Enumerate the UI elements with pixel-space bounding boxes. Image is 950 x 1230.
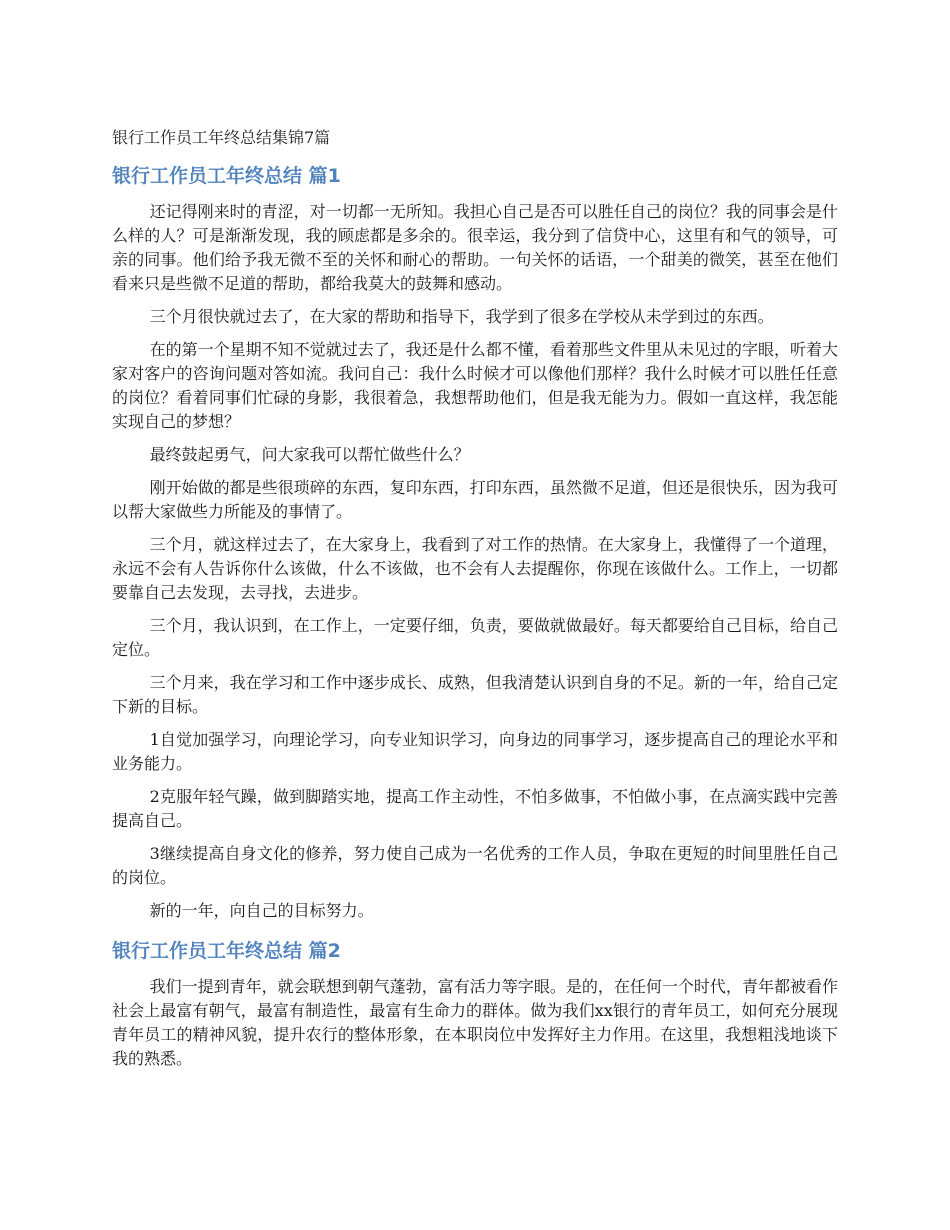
paragraph: 在的第一个星期不知不觉就过去了，我还是什么都不懂，看着那些文件里从未见过的字眼，听着大家对客户的咨询问题对答如流。我问自己：我什么时候才可以像他们那样？我什么时候才可以胜任任意的岗位？看着同事们忙碌的身影，我很着急，我想帮助他们，但是我无能为力。假如一直这样，我怎能实现自己的梦想？ [112, 340, 838, 431]
section-heading-2: 银行工作员工年终总结 篇2 [112, 940, 341, 962]
list-paragraph-3: 3继续提高自身文化的修养，努力使自己成为一名优秀的工作人员，争取在更短的时间里胜任自己的岗位。 [112, 844, 838, 887]
section-heading-1: 银行工作员工年终总结 篇1 [112, 165, 341, 187]
paragraph: 新的一年，向自己的目标努力。 [149, 901, 374, 920]
section-2 [112, 937, 838, 1071]
document-title: 银行工作员工年终总结集锦7篇 [112, 128, 331, 147]
section-1 [112, 162, 838, 923]
list-paragraph-1: 1自觉加强学习，向理论学习，向专业知识学习，向身边的同事学习，逐步提高自己的理论水平和业务能力。 [112, 730, 838, 773]
paragraph: 最终鼓起勇气，问大家我可以帮忙做些什么？ [149, 445, 470, 464]
paragraph: 三个月，就这样过去了，在大家身上，我看到了对工作的热情。在大家身上，我懂得了一个道理，永远不会有人告诉你什么该做，什么不该做，也不会有人去提醒你，你现在该做什么。工作上，一切都要靠自己去发现，去寻找，去进步。 [112, 535, 838, 602]
list-paragraph-2: 2克服年轻气躁，做到脚踏实地，提高工作主动性，不怕多做事，不怕做小事，在点滴实践中完善提高自己。 [112, 787, 838, 830]
paragraph: 刚开始做的都是些很琐碎的东西，复印东西，打印东西，虽然微不足道，但还是很快乐，因为我可以帮大家做些力所能及的事情了。 [112, 478, 838, 521]
document-page [112, 124, 838, 1080]
paragraph: 还记得刚来时的青涩，对一切都一无所知。我担心自己是否可以胜任自己的岗位？我的同事会是什么样的人？可是渐渐发现，我的顾虑都是多余的。很幸运，我分到了信贷中心，这里有和气的领导，可亲的同事。他们给予我无微不至的关怀和耐心的帮助。一句关怀的话语，一个甜美的微笑，甚至在他们看来只是些微不足道的帮助，都给我莫大的鼓舞和感动。 [112, 202, 838, 293]
paragraph: 三个月，我认识到，在工作上，一定要仔细，负责，要做就做最好。每天都要给自己目标，给自己定位。 [112, 616, 838, 659]
paragraph: 我们一提到青年，就会联想到朝气蓬勃，富有活力等字眼。是的，在任何一个时代，青年都被看作社会上最富有朝气，最富有制造性，最富有生命力的群体。做为我们xx银行的青年员工，如何充分展现青年员工的精神风貌，提升农行的整体形象，在本职岗位中发挥好主力作用。在这里，我想粗浅地谈下我的熟悉。 [112, 977, 838, 1068]
paragraph: 三个月来，我在学习和工作中逐步成长、成熟，但我清楚认识到自身的不足。新的一年，给自己定下新的目标。 [112, 673, 838, 716]
paragraph: 三个月很快就过去了，在大家的帮助和指导下，我学到了很多在学校从未学到过的东西。 [149, 307, 774, 326]
